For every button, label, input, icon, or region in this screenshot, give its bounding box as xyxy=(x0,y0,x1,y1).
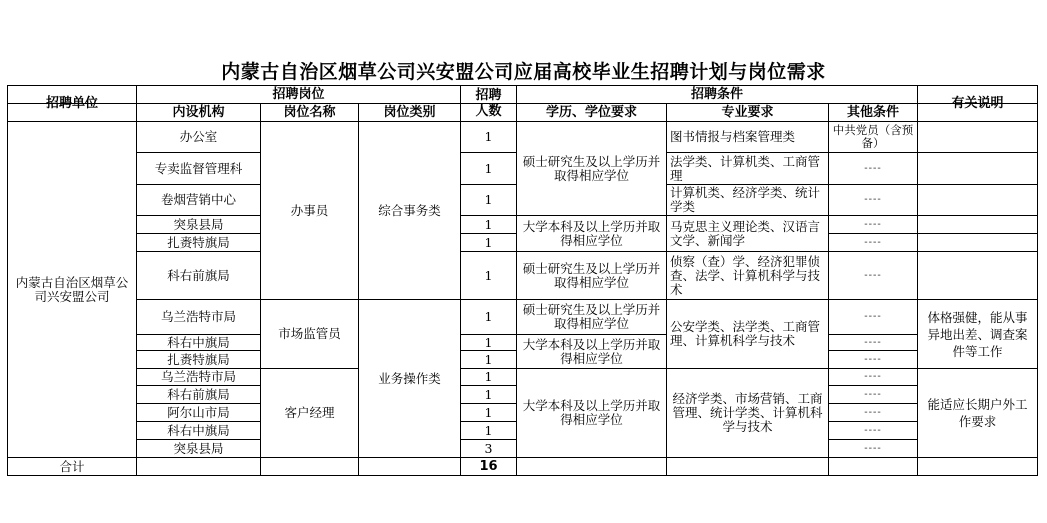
header-count: 招聘人数 xyxy=(475,87,502,119)
dept-cell: 科右前旗局 xyxy=(167,267,230,283)
header-major: 专业要求 xyxy=(721,104,774,120)
post-type-cell: 业务操作类 xyxy=(378,370,441,386)
count-cell: 1 xyxy=(484,160,493,176)
major-cell: 公安学类、法学类、工商管理、计算机科学与技术 xyxy=(670,319,821,348)
header-conditions-group: 招聘条件 xyxy=(690,86,743,102)
other-cell: ---- xyxy=(864,162,882,174)
notes-cell: 体格强健，能从事异地出差、调查案件等工作 xyxy=(927,309,1028,359)
header-other: 其他条件 xyxy=(846,104,899,120)
major-cell: 图书情报与档案管理类 xyxy=(670,129,796,144)
count-cell: 1 xyxy=(484,192,493,207)
other-cell: ---- xyxy=(864,311,882,322)
page-title: 内蒙古自治区烟草公司兴安盟公司应届高校毕业生招聘计划与岗位需求 xyxy=(221,61,826,83)
count-cell: 1 xyxy=(484,335,493,350)
other-cell: ---- xyxy=(864,388,882,400)
count-cell: 3 xyxy=(484,440,493,456)
other-cell: ---- xyxy=(864,194,882,205)
header-post-name: 岗位名称 xyxy=(283,104,336,120)
dept-cell: 办公室 xyxy=(179,129,218,144)
post-type-cell: 综合事务类 xyxy=(378,202,441,218)
count-cell: 1 xyxy=(484,267,493,283)
count-cell: 1 xyxy=(484,422,493,438)
education-cell: 大学本科及以上学历并取得相应学位 xyxy=(522,398,661,427)
dept-cell: 扎赉特旗局 xyxy=(167,351,230,367)
post-name-cell: 客户经理 xyxy=(284,405,335,420)
major-cell: 计算机类、经济学类、统计学类 xyxy=(670,185,821,214)
other-cell: ---- xyxy=(864,336,882,348)
header-position-group: 招聘岗位 xyxy=(272,86,325,102)
header-notes: 有关说明 xyxy=(951,95,1004,111)
dept-cell: 科右中旗局 xyxy=(167,335,230,350)
major-cell: 马克思主义理论类、汉语言文学、新闻学 xyxy=(670,218,821,248)
other-cell: ---- xyxy=(864,269,882,281)
other-cell: ---- xyxy=(864,424,882,436)
dept-cell: 科右前旗局 xyxy=(167,386,230,402)
dept-cell: 突泉县局 xyxy=(173,440,224,456)
other-cell: ---- xyxy=(864,236,882,248)
notes-cell: 能适应长期户外工作要求 xyxy=(927,397,1028,429)
count-cell: 1 xyxy=(484,369,493,384)
header-dept: 内设机构 xyxy=(172,104,225,120)
count-cell: 1 xyxy=(484,216,493,232)
post-name-cell: 市场监管员 xyxy=(278,326,341,341)
dept-cell: 专卖监督管理科 xyxy=(154,160,243,176)
other-cell: ---- xyxy=(864,353,882,365)
total-label: 合计 xyxy=(59,458,85,474)
major-cell: 经济学类、市场营销、工商管理、统计学类、计算机科学与技术 xyxy=(672,391,823,434)
education-cell: 大学本科及以上学历并取得相应学位 xyxy=(522,336,661,366)
unit-name: 内蒙古自治区烟草公司兴安盟公司 xyxy=(15,274,129,304)
other-cell: ---- xyxy=(864,218,882,230)
other-cell: ---- xyxy=(864,371,882,382)
education-cell: 硕士研究生及以上学历并取得相应学位 xyxy=(522,302,661,331)
header-unit: 招聘单位 xyxy=(45,95,98,111)
major-cell: 侦察（查）学、经济犯罪侦查、法学、计算机科学与技术 xyxy=(670,253,821,297)
other-cell: ---- xyxy=(864,442,882,454)
total-value: 16 xyxy=(479,458,498,474)
other-cell: 中共党员（含预备） xyxy=(832,123,914,150)
header-education: 学历、学位要求 xyxy=(545,104,637,120)
count-cell: 1 xyxy=(484,309,493,324)
count-cell: 1 xyxy=(484,386,493,402)
count-cell: 1 xyxy=(484,351,493,367)
major-cell: 法学类、计算机类、工商管理 xyxy=(670,153,821,183)
dept-cell: 科右中旗局 xyxy=(167,422,230,438)
education-cell: 硕士研究生及以上学历并取得相应学位 xyxy=(522,153,661,183)
dept-cell: 卷烟营销中心 xyxy=(160,192,236,207)
education-cell: 大学本科及以上学历并取得相应学位 xyxy=(522,218,661,248)
dept-cell: 突泉县局 xyxy=(173,216,224,232)
count-cell: 1 xyxy=(484,234,493,250)
education-cell: 硕士研究生及以上学历并取得相应学位 xyxy=(522,260,661,290)
dept-cell: 乌兰浩特市局 xyxy=(160,369,236,384)
dept-cell: 扎赉特旗局 xyxy=(167,234,230,250)
other-cell: ---- xyxy=(864,406,882,418)
count-cell: 1 xyxy=(484,404,493,420)
header-post-type: 岗位类别 xyxy=(383,104,436,120)
dept-cell: 乌兰浩特市局 xyxy=(160,309,236,324)
count-cell: 1 xyxy=(484,129,493,144)
dept-cell: 阿尔山市局 xyxy=(167,404,230,420)
post-name-cell: 办事员 xyxy=(290,202,329,218)
